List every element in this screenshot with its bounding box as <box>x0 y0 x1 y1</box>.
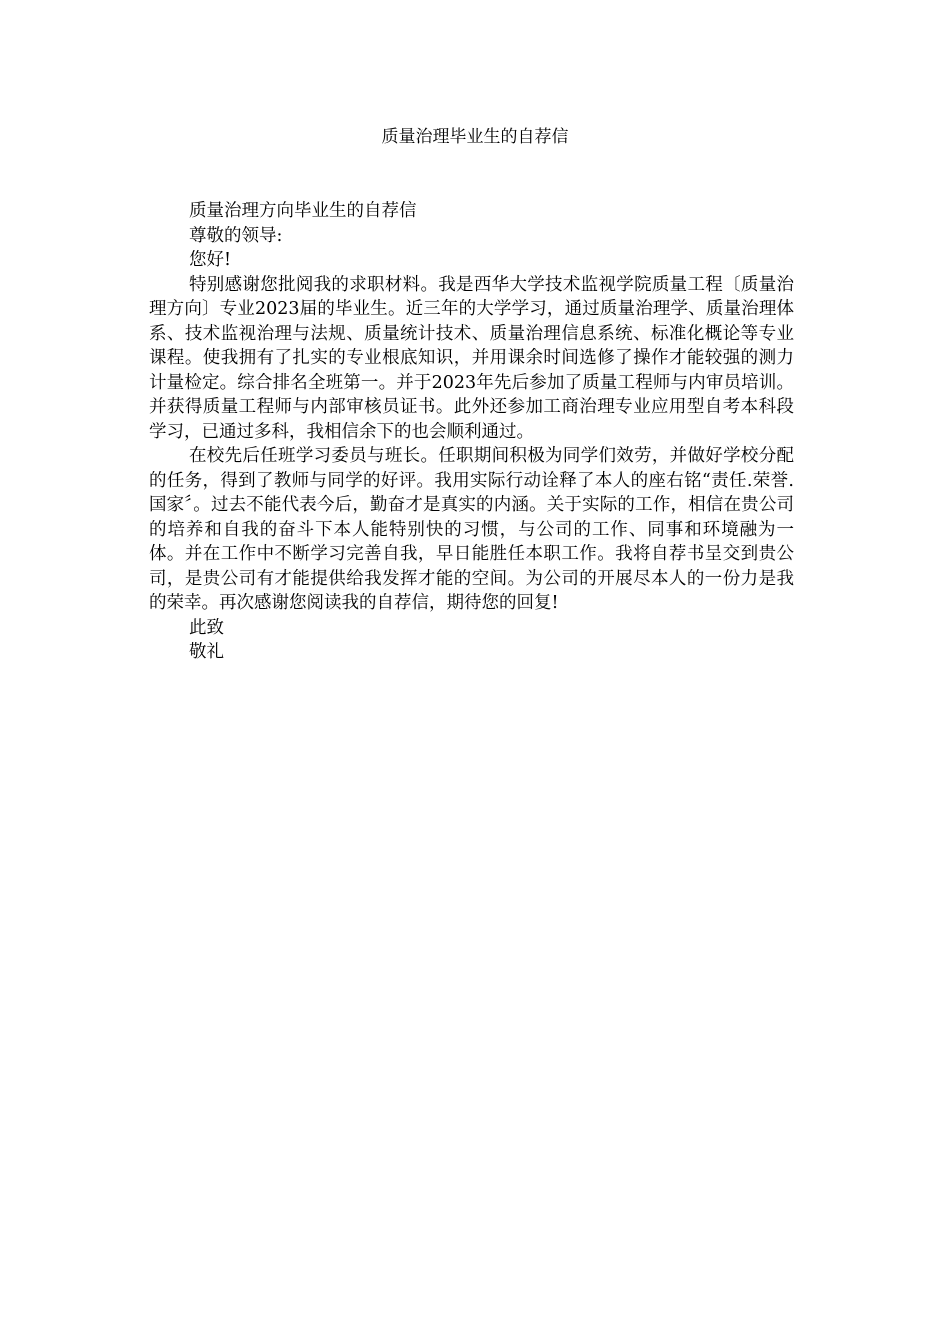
letter-paragraph-1: 特别感谢您批阅我的求职材料。我是西华大学技术监视学院质量工程〔质量治理方向〕专业2023届的毕业生。近三年的大学学习，通过质量治理学、质量治理体系、技术监视治理与法规、质量统计技术、质量治理信息系统、标准化概论等专业课程。使我拥有了扎实的专业根底知识，并用课余时间选修了操作才能较强的测力计量检定。综合排名全班第一。并于2023年先后参加了质量工程师与内审员培训。并获得质量工程师与内部审核员证书。此外还参加工商治理专业应用型自考本科段学习，已通过多科，我相信余下的也会顺利通过。 <box>149 274 794 442</box>
letter-paragraph-2: 在校先后任班学习委员与班长。任职期间积极为同学们效劳，并做好学校分配的任务，得到了教师与同学的好评。我用实际行动诠释了本人的座右铭“责任.荣誉.国家〞。过去不能代表今后，勤奋才是真实的内涵。关于实际的工作，相信在贵公司的培养和自我的奋斗下本人能特别快的习惯，与公司的工作、同事和环境融为一体。并在工作中不断学习完善自我，早日能胜任本职工作。我将自荐书呈交到贵公司，是贵公司有才能提供给我发挥才能的空间。为公司的开展尽本人的一份力是我的荣幸。再次感谢您阅读我的自荐信，期待您的回复! <box>149 446 794 613</box>
letter-body <box>149 199 794 665</box>
letter-greeting: 您好! <box>189 250 232 270</box>
letter-salutation: 尊敬的领导: <box>189 225 283 246</box>
letter-regards: 敬礼 <box>189 642 224 662</box>
page-title: 质量治理毕业生的自荐信 <box>381 127 569 147</box>
letter-subtitle: 质量治理方向毕业生的自荐信 <box>189 201 417 221</box>
letter-closing: 此致 <box>189 617 224 638</box>
